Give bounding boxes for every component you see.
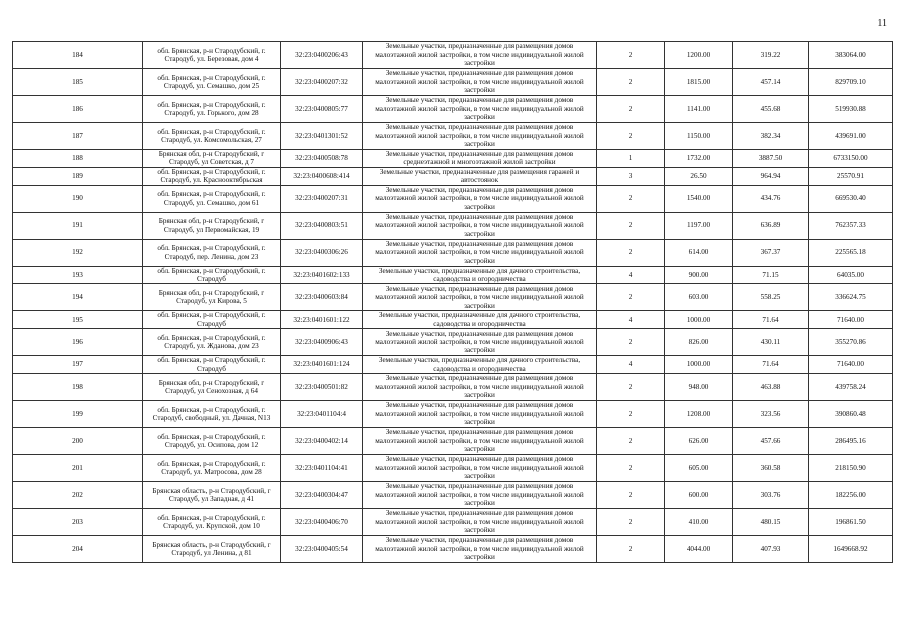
cadastral-value-cell: 336624.75	[809, 284, 893, 311]
cadastral-value-cell: 762357.33	[809, 212, 893, 239]
address-cell: обл. Брянская, р-н Стародубский, г. Стародуб	[143, 356, 281, 374]
row-number: 201	[13, 455, 143, 482]
specific-value-cell: 430.11	[733, 329, 809, 356]
area-cell: 600.00	[665, 482, 733, 509]
table-row	[13, 401, 893, 428]
area-cell: 4044.00	[665, 536, 733, 563]
row-number: 184	[13, 42, 143, 69]
address-cell: обл. Брянская, р-н Стародубский, г. Стародуб, ул. Крупской, дом 10	[143, 509, 281, 536]
cadastral-value-cell: 218150.90	[809, 455, 893, 482]
row-number: 191	[13, 212, 143, 239]
table-row	[13, 96, 893, 123]
land-use-cell: Земельные участки, предназначенные для размещения домов малоэтажной жилой застройки, в том числе индивидуальной жилой застройки	[363, 239, 597, 266]
row-number: 186	[13, 96, 143, 123]
area-cell: 626.00	[665, 428, 733, 455]
row-number: 189	[13, 167, 143, 185]
cadastral-value-cell: 6733150.00	[809, 150, 893, 168]
cadastral-value-cell: 64035.00	[809, 266, 893, 284]
area-cell: 1141.00	[665, 96, 733, 123]
row-number: 190	[13, 185, 143, 212]
cadastral-value-cell: 355270.86	[809, 329, 893, 356]
table-row	[13, 329, 893, 356]
area-cell: 826.00	[665, 329, 733, 356]
land-use-cell: Земельные участки, предназначенные для размещения домов малоэтажной жилой застройки, в том числе индивидуальной жилой застройки	[363, 374, 597, 401]
area-cell: 1208.00	[665, 401, 733, 428]
land-use-cell: Земельные участки, предназначенные для размещения домов малоэтажной жилой застройки, в том числе индивидуальной жилой застройки	[363, 509, 597, 536]
cadastral-value-cell: 669530.40	[809, 185, 893, 212]
group-code-cell: 4	[597, 311, 665, 329]
group-code-cell: 2	[597, 239, 665, 266]
address-cell: обл. Брянская, р-н Стародубский, г. Стародуб, свободный, ул. Дачная, N13	[143, 401, 281, 428]
area-cell: 1000.00	[665, 311, 733, 329]
area-cell: 1815.00	[665, 69, 733, 96]
land-use-cell: Земельные участки, предназначенные для размещения домов малоэтажной жилой застройки, в том числе индивидуальной жилой застройки	[363, 428, 597, 455]
land-use-cell: Земельные участки, предназначенные для дачного строительства, садоводства и огородничества	[363, 311, 597, 329]
row-number: 194	[13, 284, 143, 311]
table-row	[13, 509, 893, 536]
land-use-cell: Земельные участки, предназначенные для дачного строительства, садоводства и огородничества	[363, 356, 597, 374]
specific-value-cell: 558.25	[733, 284, 809, 311]
specific-value-cell: 360.58	[733, 455, 809, 482]
land-use-cell: Земельные участки, предназначенные для размещения домов малоэтажной жилой застройки, в том числе индивидуальной жилой застройки	[363, 185, 597, 212]
cadastral-value-cell: 25570.91	[809, 167, 893, 185]
specific-value-cell: 964.94	[733, 167, 809, 185]
cadastral-number-cell: 32:23:0400608:414	[281, 167, 363, 185]
cadastral-value-cell: 225565.18	[809, 239, 893, 266]
address-cell: Брянская обл, р-н Стародубский, г Стародуб, ул Советская, д 7	[143, 150, 281, 168]
row-number: 202	[13, 482, 143, 509]
cadastral-value-cell: 383064.00	[809, 42, 893, 69]
specific-value-cell: 367.37	[733, 239, 809, 266]
cadastral-number-cell: 32:23:0401601:124	[281, 356, 363, 374]
land-use-cell: Земельные участки, предназначенные для размещения домов малоэтажной жилой застройки, в том числе индивидуальной жилой застройки	[363, 401, 597, 428]
table-row	[13, 212, 893, 239]
land-use-cell: Земельные участки, предназначенные для размещения домов малоэтажной жилой застройки, в том числе индивидуальной жилой застройки	[363, 212, 597, 239]
land-use-cell: Земельные участки, предназначенные для размещения домов малоэтажной жилой застройки, в том числе индивидуальной жилой застройки	[363, 284, 597, 311]
row-number: 187	[13, 123, 143, 150]
row-number: 196	[13, 329, 143, 356]
address-cell: обл. Брянская, р-н Стародубский, г. Стародуб, ул. Комсомольская, 27	[143, 123, 281, 150]
land-use-cell: Земельные участки, предназначенные для размещения гаражей и автостоянок	[363, 167, 597, 185]
table-row	[13, 185, 893, 212]
specific-value-cell: 457.66	[733, 428, 809, 455]
row-number: 193	[13, 266, 143, 284]
table-row	[13, 42, 893, 69]
address-cell: обл. Брянская, р-н Стародубский, г. Стародуб, ул. Семашко, дом 25	[143, 69, 281, 96]
specific-value-cell: 319.22	[733, 42, 809, 69]
address-cell: Брянская обл, р-н Стародубский, г Стародуб, ул Кирова, 5	[143, 284, 281, 311]
cadastral-number-cell: 32:23:0401301:52	[281, 123, 363, 150]
cadastral-number-cell: 32:23:0400803:51	[281, 212, 363, 239]
cadastral-number-cell: 32:23:0400805:77	[281, 96, 363, 123]
area-cell: 26.50	[665, 167, 733, 185]
table-row	[13, 69, 893, 96]
table-row	[13, 482, 893, 509]
specific-value-cell: 3887.50	[733, 150, 809, 168]
specific-value-cell: 480.15	[733, 509, 809, 536]
area-cell: 900.00	[665, 266, 733, 284]
specific-value-cell: 463.88	[733, 374, 809, 401]
cadastral-value-cell: 519930.88	[809, 96, 893, 123]
table-row	[13, 239, 893, 266]
group-code-cell: 2	[597, 428, 665, 455]
group-code-cell: 2	[597, 123, 665, 150]
address-cell: обл. Брянская, р-н Стародубский, г. Стародуб, ул. Березовая, дом 4	[143, 42, 281, 69]
specific-value-cell: 457.14	[733, 69, 809, 96]
group-code-cell: 2	[597, 329, 665, 356]
land-use-cell: Земельные участки, предназначенные для размещения домов малоэтажной жилой застройки, в том числе индивидуальной жилой застройки	[363, 536, 597, 563]
row-number: 188	[13, 150, 143, 168]
table-row	[13, 123, 893, 150]
address-cell: обл. Брянская, р-н Стародубский, г. Стародуб, ул. Горького, дом 28	[143, 96, 281, 123]
area-cell: 1200.00	[665, 42, 733, 69]
group-code-cell: 2	[597, 401, 665, 428]
cadastral-value-cell: 439691.00	[809, 123, 893, 150]
specific-value-cell: 407.93	[733, 536, 809, 563]
area-cell: 1197.00	[665, 212, 733, 239]
address-cell: Брянская область, р-н Стародубский, г Стародуб, ул Западная, д 41	[143, 482, 281, 509]
cadastral-value-cell: 196861.50	[809, 509, 893, 536]
address-cell: обл. Брянская, р-н Стародубский, г. Стародуб	[143, 266, 281, 284]
cadastral-number-cell: 32:23:0401104:41	[281, 455, 363, 482]
land-use-cell: Земельные участки, предназначенные для размещения домов малоэтажной жилой застройки, в том числе индивидуальной жилой застройки	[363, 69, 597, 96]
address-cell: обл. Брянская, р-н Стародубский, г. Стародуб, ул. Осипова, дом 12	[143, 428, 281, 455]
row-number: 185	[13, 69, 143, 96]
area-cell: 605.00	[665, 455, 733, 482]
row-number: 198	[13, 374, 143, 401]
cadastral-number-cell: 32:23:0401601:122	[281, 311, 363, 329]
group-code-cell: 1	[597, 150, 665, 168]
group-code-cell: 2	[597, 212, 665, 239]
specific-value-cell: 303.76	[733, 482, 809, 509]
specific-value-cell: 71.64	[733, 311, 809, 329]
table-row	[13, 284, 893, 311]
land-use-cell: Земельные участки, предназначенные для размещения домов малоэтажной жилой застройки, в том числе индивидуальной жилой застройки	[363, 329, 597, 356]
specific-value-cell: 323.56	[733, 401, 809, 428]
table-row	[13, 150, 893, 168]
specific-value-cell: 382.34	[733, 123, 809, 150]
address-cell: Брянская обл, р-н Стародубский, г Стародуб, ул Первомайская, 19	[143, 212, 281, 239]
row-number: 195	[13, 311, 143, 329]
address-cell: обл. Брянская, р-н Стародубский, г. Стародуб, ул. Красноoктябрьская	[143, 167, 281, 185]
cadastral-value-cell: 1649668.92	[809, 536, 893, 563]
table-row	[13, 536, 893, 563]
table-row	[13, 428, 893, 455]
cadastral-value-cell: 286495.16	[809, 428, 893, 455]
group-code-cell: 4	[597, 356, 665, 374]
cadastral-value-cell: 829709.10	[809, 69, 893, 96]
cadastral-number-cell: 32:23:0400603:84	[281, 284, 363, 311]
cadastral-value-cell: 390860.48	[809, 401, 893, 428]
table-row	[13, 455, 893, 482]
specific-value-cell: 71.64	[733, 356, 809, 374]
address-cell: обл. Брянская, р-н Стародубский, г. Стародуб, ул. Жданова, дом 23	[143, 329, 281, 356]
area-cell: 614.00	[665, 239, 733, 266]
address-cell: обл. Брянская, р-н Стародубский, г. Стародуб, ул. Матросова, дом 28	[143, 455, 281, 482]
table-row	[13, 167, 893, 185]
land-registry-table	[12, 41, 893, 563]
page-number: 11	[877, 18, 887, 29]
cadastral-number-cell: 32:23:0400306:26	[281, 239, 363, 266]
table-row	[13, 356, 893, 374]
table-body	[13, 42, 893, 563]
land-use-cell: Земельные участки, предназначенные для размещения домов малоэтажной жилой застройки, в том числе индивидуальной жилой застройки	[363, 96, 597, 123]
group-code-cell: 2	[597, 185, 665, 212]
group-code-cell: 2	[597, 536, 665, 563]
cadastral-value-cell: 71640.00	[809, 356, 893, 374]
land-use-cell: Земельные участки, предназначенные для размещения домов среднеэтажной и многоэтажной жилой застройки	[363, 150, 597, 168]
table-row	[13, 266, 893, 284]
cadastral-number-cell: 32:23:0400207:31	[281, 185, 363, 212]
cadastral-number-cell: 32:23:0401104:4	[281, 401, 363, 428]
cadastral-value-cell: 71640.00	[809, 311, 893, 329]
specific-value-cell: 636.89	[733, 212, 809, 239]
cadastral-value-cell: 182256.00	[809, 482, 893, 509]
row-number: 204	[13, 536, 143, 563]
land-use-cell: Земельные участки, предназначенные для размещения домов малоэтажной жилой застройки, в том числе индивидуальной жилой застройки	[363, 123, 597, 150]
specific-value-cell: 455.68	[733, 96, 809, 123]
specific-value-cell: 71.15	[733, 266, 809, 284]
cadastral-number-cell: 32:23:0400906:43	[281, 329, 363, 356]
address-cell: Брянская область, р-н Стародубский, г Стародуб, ул Ленина, д 81	[143, 536, 281, 563]
area-cell: 1732.00	[665, 150, 733, 168]
group-code-cell: 2	[597, 284, 665, 311]
cadastral-number-cell: 32:23:0400206:43	[281, 42, 363, 69]
land-use-cell: Земельные участки, предназначенные для размещения домов малоэтажной жилой застройки, в том числе индивидуальной жилой застройки	[363, 42, 597, 69]
specific-value-cell: 434.76	[733, 185, 809, 212]
cadastral-number-cell: 32:23:0400207:32	[281, 69, 363, 96]
table-row	[13, 311, 893, 329]
row-number: 203	[13, 509, 143, 536]
table-row	[13, 374, 893, 401]
cadastral-number-cell: 32:23:0400501:82	[281, 374, 363, 401]
row-number: 197	[13, 356, 143, 374]
group-code-cell: 2	[597, 374, 665, 401]
address-cell: обл. Брянская, р-н Стародубский, г. Стародуб	[143, 311, 281, 329]
area-cell: 1150.00	[665, 123, 733, 150]
address-cell: обл. Брянская, р-н Стародубский, г. Стародуб, ул. Семашко, дом 61	[143, 185, 281, 212]
row-number: 200	[13, 428, 143, 455]
cadastral-number-cell: 32:23:0401602:133	[281, 266, 363, 284]
group-code-cell: 2	[597, 69, 665, 96]
land-use-cell: Земельные участки, предназначенные для размещения домов малоэтажной жилой застройки, в том числе индивидуальной жилой застройки	[363, 455, 597, 482]
row-number: 192	[13, 239, 143, 266]
cadastral-number-cell: 32:23:0400405:54	[281, 536, 363, 563]
area-cell: 1000.00	[665, 356, 733, 374]
group-code-cell: 2	[597, 455, 665, 482]
cadastral-number-cell: 32:23:0400406:70	[281, 509, 363, 536]
cadastral-number-cell: 32:23:0400508:78	[281, 150, 363, 168]
cadastral-value-cell: 439758.24	[809, 374, 893, 401]
land-use-cell: Земельные участки, предназначенные для дачного строительства, садоводства и огородничества	[363, 266, 597, 284]
address-cell: обл. Брянская, р-н Стародубский, г. Стародуб, пер. Ленина, дом 23	[143, 239, 281, 266]
group-code-cell: 4	[597, 266, 665, 284]
group-code-cell: 2	[597, 482, 665, 509]
group-code-cell: 2	[597, 509, 665, 536]
row-number: 199	[13, 401, 143, 428]
area-cell: 948.00	[665, 374, 733, 401]
area-cell: 410.00	[665, 509, 733, 536]
cadastral-number-cell: 32:23:0400304:47	[281, 482, 363, 509]
land-use-cell: Земельные участки, предназначенные для размещения домов малоэтажной жилой застройки, в том числе индивидуальной жилой застройки	[363, 482, 597, 509]
area-cell: 603.00	[665, 284, 733, 311]
group-code-cell: 2	[597, 42, 665, 69]
cadastral-number-cell: 32:23:0400402:14	[281, 428, 363, 455]
area-cell: 1540.00	[665, 185, 733, 212]
group-code-cell: 3	[597, 167, 665, 185]
group-code-cell: 2	[597, 96, 665, 123]
address-cell: Брянская обл, р-н Стародубский, г Стародуб, ул Сенохозная, д 64	[143, 374, 281, 401]
